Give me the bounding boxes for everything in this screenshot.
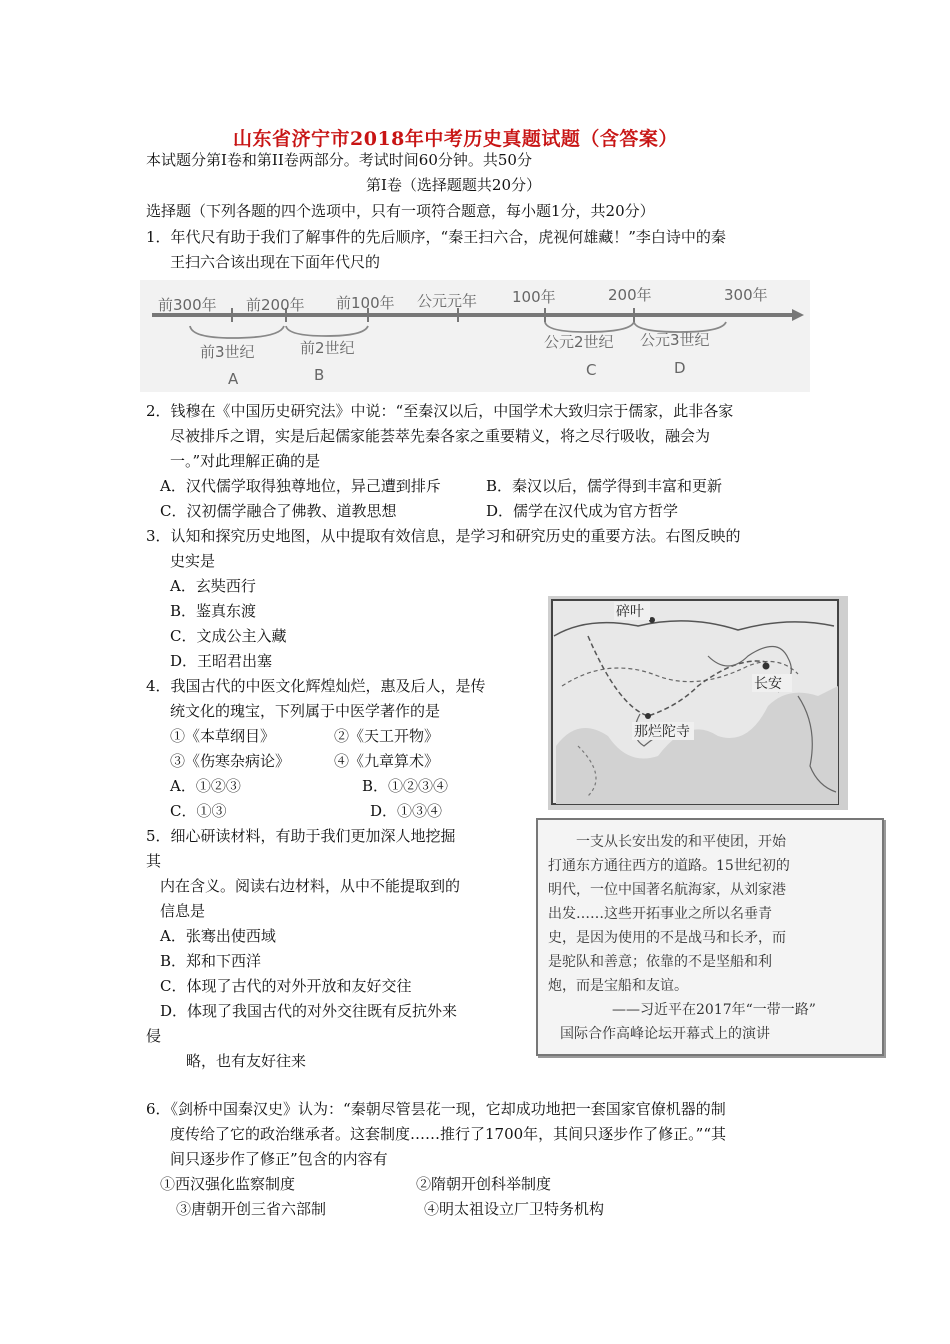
q5-option-d: D．体现了我国古代的对外交往既有反抗外来 [160,1002,458,1020]
material-line: 一支从长安出发的和平使团，开始 [576,834,786,850]
q3-option-a: A．玄奘西行 [170,577,256,595]
q1-line2: 王扫六合该出现在下面年代尺的 [170,253,381,271]
timeline-figure [140,280,810,392]
map-point [645,713,651,719]
q4-line1: 4．我国古代的中医文化辉煌灿烂，惠及后人，是传 [146,677,486,695]
material-line: 明代，一位中国著名航海家，从刘家港 [548,882,786,898]
q4-item-3: ③《伤寒杂病论》 [170,752,291,770]
span-option: D [674,359,686,377]
material-line: 史，是因为使用的不是战马和长矛，而 [548,930,786,946]
q5-line2: 内在含义。阅读右边材料，从中不能提取到的 [160,877,461,895]
q6-item-2: ②隋朝开创科举制度 [416,1175,552,1193]
q2-option-c: C．汉初儒学融合了佛教、道教思想 [160,502,397,520]
tick-label: 前300年 [158,296,217,314]
q5-line1: 5．细心研读材料，有助于我们更加深人地挖掘 [146,827,456,845]
q3-option-c: C．文成公主入藏 [170,627,287,645]
span-label: 前2世纪 [300,339,355,357]
q2-option-b: B．秦汉以后，儒学得到丰富和更新 [486,477,723,495]
tick-label: 100年 [512,288,556,306]
q5-option-c: C．体现了古代的对外开放和友好交往 [160,977,412,995]
map-label-nalanda: 那烂陀寺 [634,724,690,740]
q2-line3: 一。”对此理解正确的是 [170,452,321,470]
q6-item-3: ③唐朝开创三省六部制 [176,1200,327,1218]
q4-item-4: ④《九章算术》 [334,752,440,770]
q4-item-2: ②《天工开物》 [334,727,440,745]
map-label-changan: 长安 [754,676,782,692]
exam-intro: 本试题分第Ⅰ卷和第II卷两部分。考试时间60分钟。共50分 [146,151,532,169]
q5-line1b: 其 [146,852,162,870]
span-option: C [586,361,597,379]
q4-option-b: B．①②③④ [362,777,449,795]
q3-option-d: D．王昭君出塞 [170,652,273,670]
q4-item-1: ①《本草纲目》 [170,727,276,745]
span-label: 前3世纪 [200,343,255,361]
material-line: 炮，而是宝船和友谊。 [548,978,688,994]
material-box [536,818,884,1056]
instructions: 选择题（下列各题的四个选项中，只有一项符合题意，每小题1分，共20分） [146,202,655,220]
q5-option-a: A．张骞出使西域 [160,927,276,945]
tick-label: 公元元年 [417,292,478,310]
q5-option-d-cont2: 略，也有友好往来 [186,1052,307,1070]
material-source: ——习近平在2017年“一带一路” [612,1002,816,1018]
tick-label: 300年 [724,286,768,304]
map-point [763,663,770,670]
q4-line2: 统文化的瑰宝，下列属于中医学著作的是 [170,702,441,720]
section-heading: 第Ⅰ卷（选择题题共20分） [366,176,542,194]
span-label: 公元3世纪 [640,331,710,349]
material-source: 国际合作高峰论坛开幕式上的演讲 [560,1026,770,1042]
span-option: A [228,370,239,388]
q3-line2: 史实是 [170,552,216,570]
material-line: 是驼队和善意；依靠的不是坚船和利 [548,954,772,970]
q6-line2: 度传给了它的政治继承者。这套制度……推行了1700年，其间只逐步作了修正。”“其 [170,1125,727,1143]
q6-item-4: ④明太祖设立厂卫特务机构 [424,1200,605,1218]
q4-option-d: D．①③④ [370,802,443,820]
q3-option-b: B．鉴真东渡 [170,602,257,620]
tick-label: 前200年 [246,296,305,314]
q3-line1: 3．认知和探究历史地图，从中提取有效信息，是学习和研究历史的重要方法。右图反映的 [146,527,741,545]
q2-line1: 2．钱穆在《中国历史研究法》中说：“至秦汉以后，中国学术大致归宗于儒家，此非各家 [146,402,734,420]
q2-line2: 尽被排斥之谓，实是后起儒家能荟萃先秦各家之重要精义，将之尽行吸收，融会为 [170,427,711,445]
q6-line3: 间只逐步作了修正”包含的内容有 [170,1150,388,1168]
q5-option-d-cont: 侵 [146,1027,162,1045]
q6-line1: 6．《剑桥中国秦汉史》认为：“秦朝尽管昙花一现，它却成功地把一套国家官僚机器的制 [146,1100,726,1118]
q1-line1: 1．年代尺有助于我们了解事件的先后顺序，“秦王扫六合，虎视何雄藏！”李白诗中的秦 [146,228,726,246]
q6-item-1: ①西汉强化监察制度 [160,1175,296,1193]
span-label: 公元2世纪 [544,333,614,351]
span-option: B [314,366,325,384]
material-line: 出发……这些开拓事业之所以名垂青 [548,906,772,922]
q2-option-a: A．汉代儒学取得独尊地位，异己遭到排斥 [160,477,441,495]
historical-map [548,596,848,810]
tick-label: 200年 [608,286,652,304]
material-line: 打通东方通往西方的道路。15世纪初的 [548,858,790,874]
q4-option-a: A．①②③ [170,777,241,795]
q4-option-c: C．①③ [170,802,227,820]
page-title: 山东省济宁市2018年中考历史真题试题（含答案） [233,128,678,150]
q2-option-d: D．儒学在汉代成为官方哲学 [486,502,679,520]
q5-option-b: B．郑和下西洋 [160,952,262,970]
q5-line3: 信息是 [160,902,206,920]
tick-label: 前100年 [336,294,395,312]
map-label-suiye: 碎叶 [616,604,644,620]
